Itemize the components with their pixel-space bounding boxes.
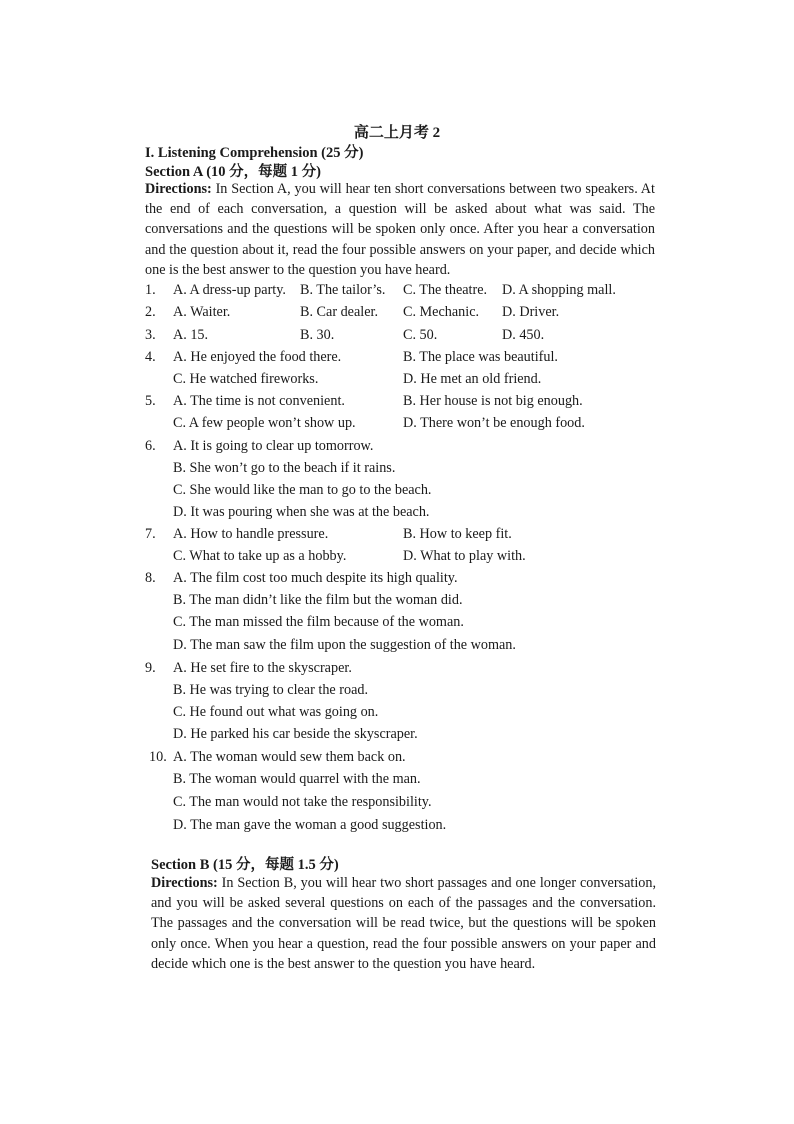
option-d: D. There won’t be enough food. bbox=[403, 415, 585, 431]
option-c: C. The theatre. bbox=[403, 282, 488, 298]
option-c: C. The man missed the film because of the woman. bbox=[173, 614, 464, 630]
question-number: 4. bbox=[145, 349, 156, 365]
option-c: C. He found out what was going on. bbox=[173, 704, 379, 720]
option-c: C. What to take up as a hobby. bbox=[173, 548, 347, 564]
option-a: A. How to handle pressure. bbox=[173, 526, 329, 542]
option-c: C. He watched fireworks. bbox=[173, 371, 319, 387]
option-d: D. The man saw the film upon the suggestion of the woman. bbox=[173, 637, 516, 653]
option-b: B. The man didn’t like the film but the woman did. bbox=[173, 592, 463, 608]
question-number: 5. bbox=[145, 393, 156, 409]
option-d: D. A shopping mall. bbox=[502, 282, 616, 298]
option-d: D. He met an old friend. bbox=[403, 371, 542, 387]
option-c: C. The man would not take the responsibility. bbox=[173, 794, 432, 810]
directions-text: In Section B, you will hear two short passages and one longer conversation, and you will be asked several questions on each of the passages and the conversation. The passages and the conversation will be read twice, but the questions will be spoken only once. When you hear a question, read the four possible answers on your paper and decide which one is the best answer to the question you have heard. bbox=[151, 875, 656, 972]
option-a: A. It is going to clear up tomorrow. bbox=[173, 438, 374, 454]
option-d: D. The man gave the woman a good suggestion. bbox=[173, 817, 447, 833]
question-number: 1. bbox=[145, 282, 156, 298]
option-c: C. She would like the man to go to the beach. bbox=[173, 482, 432, 498]
option-b: B. The tailor’s. bbox=[300, 282, 386, 298]
option-d: D. 450. bbox=[502, 327, 545, 343]
option-b: B. Her house is not big enough. bbox=[403, 393, 583, 409]
option-d: D. What to play with. bbox=[403, 548, 526, 564]
option-a: A. The film cost too much despite its high quality. bbox=[173, 570, 458, 586]
option-c: C. Mechanic. bbox=[403, 304, 480, 320]
option-d: D. It was pouring when she was at the beach. bbox=[173, 504, 430, 520]
option-a: A. 15. bbox=[173, 327, 209, 343]
section-b-heading: Section B (15 分，每题 1.5 分) bbox=[151, 857, 339, 873]
section-b-directions bbox=[151, 873, 656, 974]
option-d: D. Driver. bbox=[502, 304, 560, 320]
option-a: A. The time is not convenient. bbox=[173, 393, 345, 409]
option-a: A. He enjoyed the food there. bbox=[173, 349, 342, 365]
option-a: A. A dress-up party. bbox=[173, 282, 286, 298]
page-title: 高二上月考 2 bbox=[353, 125, 441, 141]
option-a: A. Waiter. bbox=[173, 304, 231, 320]
option-c: C. A few people won’t show up. bbox=[173, 415, 356, 431]
option-b: B. Car dealer. bbox=[300, 304, 379, 320]
option-b: B. She won’t go to the beach if it rains. bbox=[173, 460, 396, 476]
option-b: B. How to keep fit. bbox=[403, 526, 512, 542]
directions-label: Directions: bbox=[145, 181, 212, 197]
part-heading: I. Listening Comprehension (25 分) bbox=[145, 145, 364, 161]
directions-text: In Section A, you will hear ten short conversations between two speakers. At the end of each conversation, a question will be asked about what was said. The conversations and the questions will be spoken only once. After you hear a conversation and the question about it, read the four possible answers on your paper, and decide which one is the best answer to the question you have heard. bbox=[145, 181, 655, 278]
directions-label: Directions: bbox=[151, 875, 218, 891]
option-c: C. 50. bbox=[403, 327, 438, 343]
question-number: 10. bbox=[149, 749, 167, 765]
question-number: 7. bbox=[145, 526, 156, 542]
option-b: B. 30. bbox=[300, 327, 335, 343]
question-number: 9. bbox=[145, 660, 156, 676]
section-a-heading: Section A (10 分，每题 1 分) bbox=[145, 164, 322, 180]
question-number: 2. bbox=[145, 304, 156, 320]
question-number: 3. bbox=[145, 327, 156, 343]
option-d: D. He parked his car beside the skyscraper. bbox=[173, 726, 418, 742]
section-a-directions bbox=[145, 179, 655, 280]
option-b: B. The place was beautiful. bbox=[403, 349, 558, 365]
question-number: 6. bbox=[145, 438, 156, 454]
option-a: A. The woman would sew them back on. bbox=[173, 749, 406, 765]
option-b: B. He was trying to clear the road. bbox=[173, 682, 369, 698]
question-number: 8. bbox=[145, 570, 156, 586]
option-b: B. The woman would quarrel with the man. bbox=[173, 771, 421, 787]
option-a: A. He set fire to the skyscraper. bbox=[173, 660, 352, 676]
